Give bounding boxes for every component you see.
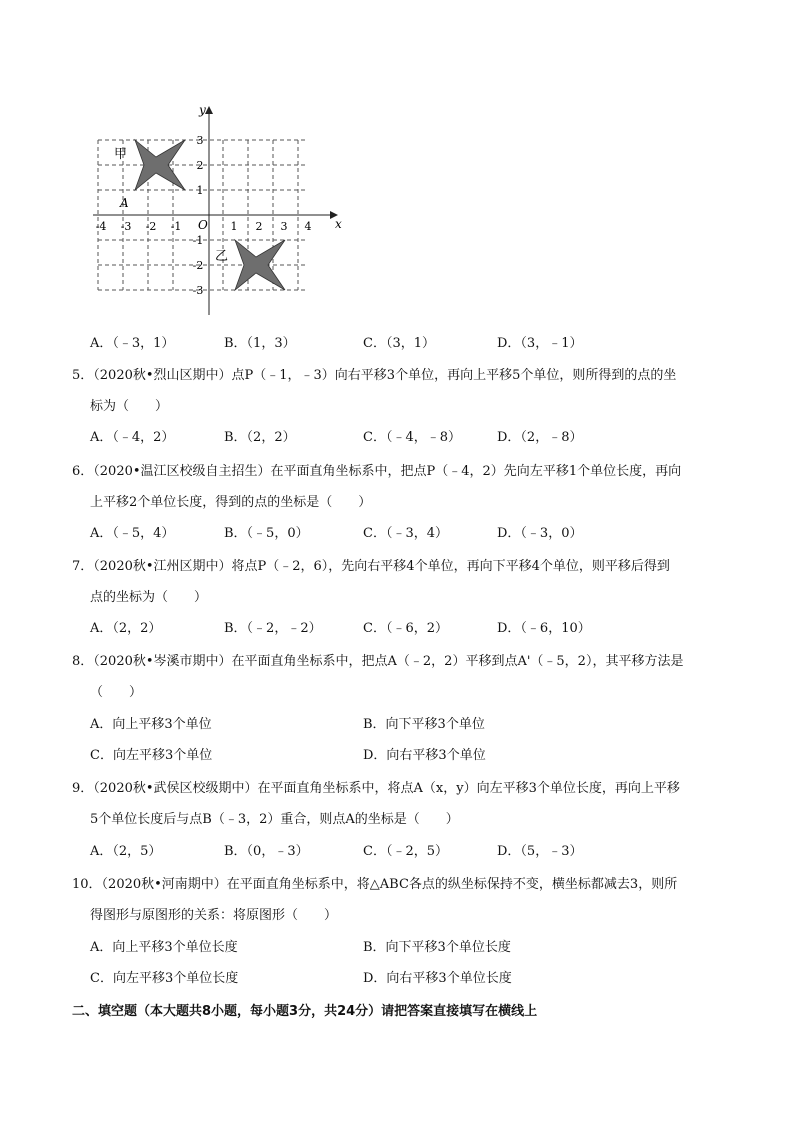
q5-stem-line2: 标为（ ）: [90, 399, 169, 414]
q10-option-c: C．向左平移3个单位长度: [90, 971, 239, 986]
y-tick-label: 2: [196, 159, 204, 172]
x-tick-label: 4: [304, 220, 312, 233]
q6-stem-line2: 上平移2个单位长度，得到的点的坐标是（ ）: [90, 495, 372, 510]
q8-option-a: A．向上平移3个单位: [90, 717, 212, 732]
q5-option-a: A．（﹣4，2）: [90, 430, 175, 445]
x-tick-label: -3: [120, 220, 132, 233]
q8-option-b: B．向下平移3个单位: [363, 717, 485, 732]
q6-stem-line1: 6．（2020•温江区校级自主招生）在平面直角坐标系中，把点P（﹣4，2）先向左平移1个单位长度，再向: [72, 464, 682, 479]
y-tick-label: -3: [192, 284, 204, 297]
y-tick-label: -1: [192, 234, 204, 247]
q9-option-d: D．（5，﹣3）: [497, 844, 583, 859]
q7-option-c: C．（﹣6，2）: [363, 621, 448, 636]
q4-option-b: B．（1，3）: [224, 336, 296, 351]
y-tick-label: -2: [192, 259, 204, 272]
q6-option-b: B．（﹣5，0）: [224, 526, 309, 541]
y-tick-label: 3: [196, 134, 204, 147]
label-yi: 乙: [215, 249, 229, 264]
q10-option-b: B．向下平移3个单位长度: [363, 940, 511, 955]
q8-option-c: C．向左平移3个单位: [90, 748, 213, 763]
label-a: A: [120, 196, 129, 210]
q7-option-a: A．（2，2）: [90, 621, 162, 636]
x-axis-label: x: [335, 217, 342, 231]
q5-option-c: C．（﹣4，﹣8）: [363, 430, 461, 445]
q10-option-a: A．向上平移3个单位长度: [90, 940, 238, 955]
q6-option-c: C．（﹣3，4）: [363, 526, 448, 541]
q6-option-d: D．（﹣3，0）: [497, 526, 583, 541]
q5-option-b: B．（2，2）: [224, 430, 296, 445]
q7-stem-line1: 7．（2020秋•江州区期中）将点P（﹣2，6），先向右平移4个单位，再向下平移4个单位，则平移后得到: [72, 559, 670, 574]
q4-option-c: C．（3，1）: [363, 336, 435, 351]
origin-label: O: [198, 218, 208, 232]
q9-option-c: C．（﹣2，5）: [363, 844, 448, 859]
x-tick-label: -2: [145, 220, 157, 233]
q9-stem-line2: 5个单位长度后与点B（﹣3，2）重合，则点A的坐标是（ ）: [90, 812, 459, 827]
q10-stem-line2: 得图形与原图形的关系：将原图形（ ）: [90, 908, 338, 923]
x-tick-label: 3: [280, 220, 288, 233]
coordinate-figure: [88, 100, 358, 320]
x-tick-label: -4: [95, 220, 107, 233]
q6-option-a: A．（﹣5，4）: [90, 526, 175, 541]
q9-stem-line1: 9．（2020秋•武侯区校级期中）在平面直角坐标系中，将点A（x，y）向左平移3个单位长度，再向上平移: [72, 781, 680, 796]
x-tick-label: 1: [230, 220, 238, 233]
star-shape-yi: [235, 240, 285, 290]
q8-stem-line2: （ ）: [90, 685, 143, 700]
q4-option-a: A．（﹣3，1）: [90, 336, 175, 351]
y-axis-label: y: [199, 103, 206, 117]
q9-option-b: B．（0，﹣3）: [224, 844, 309, 859]
section-2-heading: 二、填空题（本大题共8小题，每小题3分，共24分）请把答案直接填写在横线上: [72, 1004, 538, 1019]
x-tick-label: 2: [255, 220, 263, 233]
q8-option-d: D．向右平移3个单位: [363, 748, 486, 763]
q7-option-d: D．（﹣6，10）: [497, 621, 591, 636]
x-tick-label: -1: [170, 220, 182, 233]
q4-option-d: D．（3，﹣1）: [497, 336, 583, 351]
q7-option-b: B．（﹣2，﹣2）: [224, 621, 322, 636]
q10-stem-line1: 10．（2020秋•河南期中）在平面直角坐标系中，将△ABC各点的纵坐标保持不变，横坐标都减去3，则所: [72, 877, 678, 892]
q9-option-a: A．（2，5）: [90, 844, 162, 859]
y-axis-arrow: [205, 106, 213, 114]
q7-stem-line2: 点的坐标为（ ）: [90, 590, 208, 605]
q10-option-d: D．向右平移3个单位长度: [363, 971, 512, 986]
q8-stem-line1: 8．（2020秋•岑溪市期中）在平面直角坐标系中，把点A（﹣2，2）平移到点A'（﹣5，2），其平移方法是: [72, 654, 684, 669]
label-jia: 甲: [114, 147, 128, 162]
q5-stem-line1: 5．（2020秋•烈山区期中）点P（﹣1，﹣3）向右平移3个单位，再向上平移5个单位，则所得到的点的坐: [72, 368, 677, 383]
q5-option-d: D．（2，﹣8）: [497, 430, 583, 445]
y-tick-label: 1: [196, 184, 204, 197]
